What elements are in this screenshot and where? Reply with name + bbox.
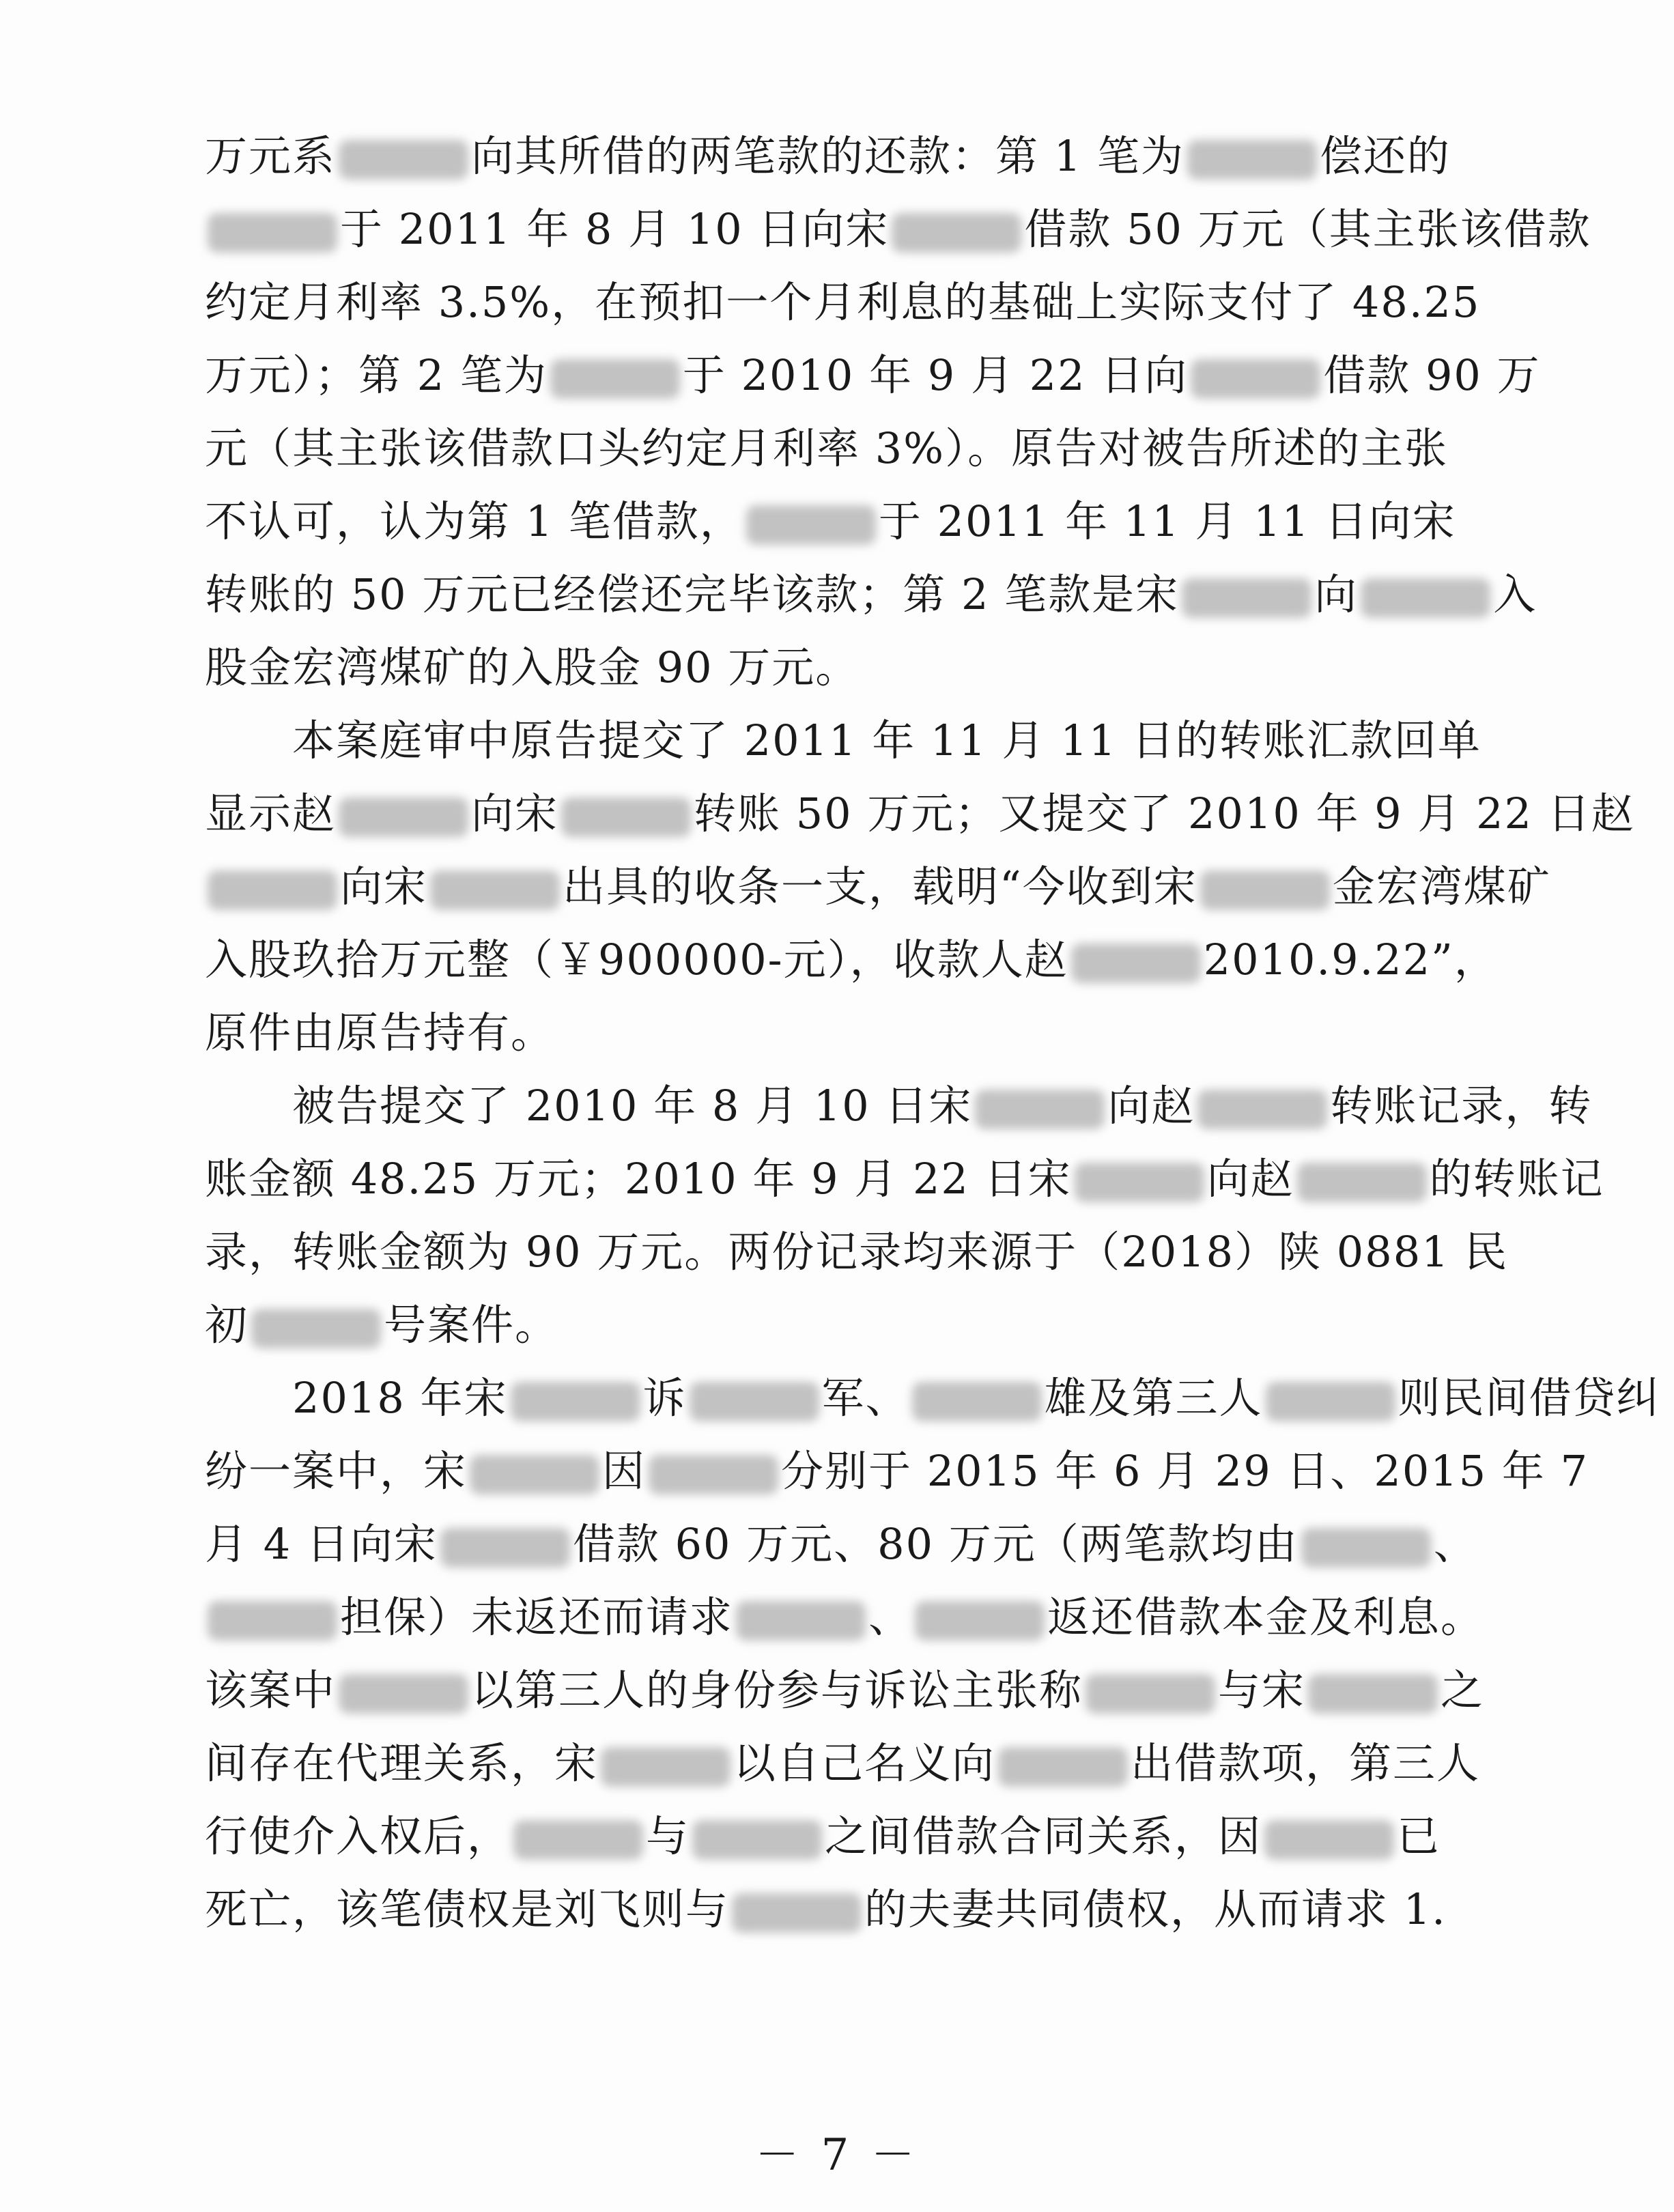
text-segment: 原件由原告持有。	[205, 1008, 555, 1058]
text-segment: 、	[1433, 1519, 1477, 1569]
redacted-name	[601, 1747, 730, 1787]
text-segment: 被告提交了 2010 年 8 月 10 日宋	[292, 1081, 973, 1131]
redacted-name	[511, 1382, 640, 1421]
redacted-name	[1197, 1090, 1327, 1129]
text-line	[205, 1873, 1543, 1946]
text-segment: 纷一案中，宋	[205, 1446, 468, 1496]
text-segment: 返还借款本金及利息。	[1047, 1592, 1485, 1642]
redacted-name	[513, 1820, 643, 1860]
text-segment: 股金宏湾煤矿的入股金 90 万元。	[205, 642, 860, 692]
redacted-name	[208, 870, 337, 910]
redacted-name	[1071, 944, 1201, 983]
text-segment: 与	[646, 1811, 690, 1861]
text-line	[205, 923, 1543, 996]
text-line	[205, 1361, 1660, 1434]
text-segment: 担保）未返还而请求	[340, 1592, 734, 1642]
text-line	[205, 412, 1543, 485]
text-segment: 借款 90 万	[1323, 350, 1541, 400]
text-segment: 录，转账金额为 90 万元。两份记录均来源于（2018）陕 0881 民	[205, 1227, 1509, 1277]
text-segment: 间存在代理关系，宋	[205, 1738, 599, 1788]
redacted-name	[649, 1455, 778, 1494]
text-segment: 2010.9.22”，	[1203, 935, 1498, 984]
text-segment: 账金额 48.25 万元；2010 年 9 月 22 日宋	[205, 1154, 1072, 1204]
text-segment: 之间借款合同关系，因	[825, 1811, 1262, 1861]
text-segment: 分别于 2015 年 6 月 29 日、2015 年 7	[781, 1446, 1589, 1496]
text-segment: 号案件。	[384, 1300, 559, 1350]
redacted-name	[998, 1747, 1128, 1787]
text-segment: 之	[1441, 1665, 1485, 1715]
redacted-name	[339, 797, 468, 837]
redacted-name	[550, 359, 680, 399]
text-segment: 万元）；第 2 笔为	[205, 350, 548, 400]
redacted-name	[339, 140, 468, 180]
text-segment: 雄及第三人	[1044, 1373, 1263, 1423]
text-segment: 借款 50 万元（其主张该借款	[1024, 204, 1591, 254]
text-segment: 显示赵	[205, 789, 337, 838]
text-line	[205, 119, 1543, 193]
text-line	[205, 1727, 1543, 1800]
redacted-name	[1182, 578, 1311, 618]
text-segment: 军、	[821, 1373, 909, 1423]
text-segment: 向赵	[1107, 1081, 1195, 1131]
redacted-name	[892, 213, 1021, 253]
redacted-name	[339, 1674, 468, 1714]
redacted-name	[251, 1309, 381, 1348]
text-segment: 转账的 50 万元已经偿还完毕该款；第 2 笔款是宋	[205, 569, 1180, 619]
text-segment: 2018 年宋	[292, 1373, 508, 1423]
page-number: － 7 －	[755, 2130, 919, 2181]
text-segment: 以自己名义向	[733, 1738, 996, 1788]
text-line	[205, 1069, 1593, 1142]
redacted-name	[470, 1455, 599, 1494]
text-segment: 转账 50 万元；又提交了 2010 年 9 月 22 日赵	[694, 789, 1635, 838]
text-line	[205, 485, 1543, 558]
text-segment: 的夫妻共同债权，从而请求 1.	[864, 1884, 1447, 1934]
text-segment: 诉	[642, 1373, 687, 1423]
redacted-name	[690, 1382, 819, 1421]
text-segment: 不认可，认为第 1 笔借款，	[205, 496, 743, 546]
redacted-name	[1301, 1528, 1431, 1568]
text-segment: 该案中	[205, 1665, 337, 1715]
text-segment: 的转账记	[1429, 1154, 1604, 1204]
redacted-name	[1266, 1382, 1395, 1421]
text-segment: 向宋	[471, 789, 559, 838]
redacted-name	[1361, 578, 1490, 618]
redacted-name	[208, 213, 337, 253]
redacted-name	[915, 1601, 1045, 1641]
text-segment: 出借款项，第三人	[1131, 1738, 1481, 1788]
text-segment: 、	[868, 1592, 913, 1642]
redacted-name	[1200, 870, 1330, 910]
redacted-name	[736, 1601, 866, 1641]
text-segment: 于 2011 年 11 月 11 日向宋	[878, 496, 1456, 546]
redacted-name	[1187, 140, 1317, 180]
text-segment: 已	[1397, 1811, 1441, 1861]
redacted-name	[561, 797, 691, 837]
text-line	[205, 704, 1543, 777]
text-segment: 向其所借的两笔款的还款：第 1 笔为	[471, 131, 1184, 181]
text-line	[205, 996, 1543, 1069]
text-segment: 向	[1314, 569, 1359, 619]
redacted-name	[1308, 1674, 1438, 1714]
text-segment: 行使介入权后，	[205, 1811, 511, 1861]
redacted-name	[1075, 1163, 1204, 1202]
text-segment: 偿还的	[1319, 131, 1451, 181]
text-line	[205, 1142, 1604, 1215]
text-line	[205, 1434, 1589, 1507]
text-segment: 金宏湾煤矿	[1332, 862, 1551, 911]
text-segment: 元（其主张该借款口头约定月利率 3%）。原告对被告所述的主张	[205, 423, 1449, 473]
text-line	[205, 777, 1635, 850]
text-segment: 入股玖拾万元整（￥900000-元），收款人赵	[205, 935, 1068, 984]
text-segment: 入	[1493, 569, 1537, 619]
text-segment: 与宋	[1218, 1665, 1306, 1715]
text-line	[205, 631, 1543, 704]
redacted-name	[440, 1528, 570, 1568]
text-line	[205, 1215, 1543, 1288]
text-segment: 出具的收条一支，载明“今收到宋	[563, 862, 1197, 911]
text-segment: 向赵	[1206, 1154, 1294, 1204]
text-segment: 则民间借贷纠	[1398, 1373, 1660, 1423]
redacted-name	[975, 1090, 1105, 1129]
text-segment: 初	[205, 1300, 249, 1350]
redacted-name	[746, 505, 876, 545]
text-line	[205, 1800, 1543, 1873]
text-segment: 以第三人的身份参与诉讼主张称	[471, 1665, 1083, 1715]
text-line	[205, 339, 1543, 412]
redacted-name	[912, 1382, 1042, 1421]
text-line	[205, 193, 1591, 266]
text-segment: 死亡，该笔债权是刘飞则与	[205, 1884, 730, 1934]
redacted-name	[430, 870, 560, 910]
text-segment: 约定月利率 3.5%，在预扣一个月利息的基础上实际支付了 48.25	[205, 277, 1481, 327]
text-segment: 本案庭审中原告提交了 2011 年 11 月 11 日的转账汇款回单	[292, 715, 1481, 765]
redacted-name	[1264, 1820, 1394, 1860]
judgment-body-text	[205, 119, 1660, 1946]
text-segment: 月 4 日向宋	[205, 1519, 438, 1569]
text-line	[205, 1580, 1543, 1654]
text-line	[205, 266, 1543, 339]
text-line	[205, 1288, 1543, 1361]
text-segment: 转账记录，转	[1330, 1081, 1593, 1131]
redacted-name	[1191, 359, 1320, 399]
text-line	[205, 1507, 1543, 1580]
text-segment: 于 2010 年 9 月 22 日向	[682, 350, 1189, 400]
text-segment: 于 2011 年 8 月 10 日向宋	[340, 204, 890, 254]
redacted-name	[208, 1601, 337, 1641]
text-segment: 向宋	[340, 862, 428, 911]
redacted-name	[692, 1820, 822, 1860]
text-line	[205, 558, 1543, 631]
text-segment: 万元系	[205, 131, 337, 181]
redacted-name	[732, 1893, 862, 1933]
text-segment: 因	[602, 1446, 647, 1496]
text-line	[205, 1654, 1543, 1727]
text-line	[205, 850, 1551, 923]
redacted-name	[1086, 1674, 1215, 1714]
redacted-name	[1297, 1163, 1427, 1202]
text-segment: 借款 60 万元、80 万元（两笔款均由	[572, 1519, 1299, 1569]
